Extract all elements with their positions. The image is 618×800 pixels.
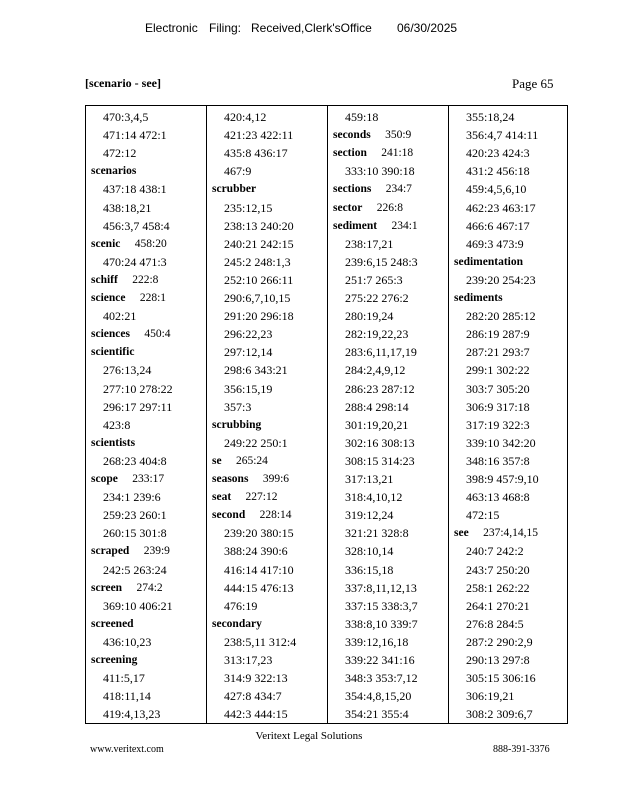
- index-term: [212, 416, 325, 434]
- index-reference: 317:19 322:3: [466, 417, 530, 432]
- index-term-label: second: [212, 509, 246, 522]
- index-term-label: seasons: [212, 473, 249, 485]
- index-reference: 356:4,7 414:11: [466, 128, 539, 143]
- index-reference: 357:3: [224, 399, 252, 414]
- index-column-1: [86, 106, 206, 723]
- index-term: [91, 162, 204, 180]
- index-term-label: sediment: [333, 219, 378, 232]
- index-term: [91, 615, 204, 633]
- index-term: [91, 235, 204, 253]
- index-reference: 299:1 302:22: [466, 363, 530, 378]
- index-term: [91, 579, 204, 597]
- index-column-2: [206, 106, 327, 723]
- index-reference: 277:10 278:22: [103, 381, 173, 396]
- index-reference: 282:19,22,23: [345, 327, 409, 342]
- index-term: [212, 470, 325, 488]
- filing-received: Received,Clerk'sOffice: [251, 21, 372, 35]
- index-reference: 318:4,10,12: [345, 490, 403, 505]
- index-reference: 234:1 239:6: [103, 490, 161, 505]
- index-term-label: scientific: [91, 346, 135, 359]
- index-term-reference: 228:1: [139, 292, 167, 304]
- index-term-label: sector: [333, 201, 363, 214]
- index-term: [454, 253, 566, 271]
- index-reference: 306:19,21: [466, 689, 515, 704]
- index-term: [333, 199, 446, 217]
- index-reference: 308:15 314:23: [345, 453, 415, 468]
- index-reference: 260:15 301:8: [103, 526, 167, 541]
- index-term-reference: 241:18: [381, 147, 414, 160]
- index-reference: 398:9 457:9,10: [466, 472, 539, 486]
- index-reference: 463:13 468:8: [466, 490, 530, 505]
- index-reference: 286:23 287:12: [345, 381, 415, 396]
- index-reference: 336:15,18: [345, 562, 394, 577]
- index-term: [212, 180, 325, 198]
- index-term-label: screened: [91, 617, 134, 630]
- index-term: [91, 470, 204, 488]
- index-term-reference: 458:20: [134, 237, 167, 250]
- index-term: [212, 452, 325, 470]
- index-term: [91, 325, 204, 343]
- index-reference: 411:5,17: [103, 671, 145, 686]
- filing-label: Filing:: [209, 21, 242, 35]
- index-reference: 476:19: [224, 598, 258, 613]
- filing-electronic: Electronic: [145, 21, 198, 35]
- index-reference: 242:5 263:24: [103, 562, 167, 577]
- index-term: [333, 180, 446, 198]
- index-reference: 466:6 467:17: [466, 218, 530, 233]
- index-term-label: sediments: [454, 292, 503, 304]
- index-term: [333, 126, 446, 144]
- index-reference: 298:6 343:21: [224, 363, 288, 378]
- index-term-reference: 237:4,14,15: [483, 527, 539, 540]
- index-reference: 419:4,13,23: [103, 707, 161, 722]
- index-reference: 258:1 262:22: [466, 580, 530, 595]
- index-reference: 282:20 285:12: [466, 309, 536, 324]
- index-term-reference: 239:9: [143, 545, 170, 558]
- index-reference: 303:7 305:20: [466, 381, 530, 396]
- index-range: [scenario - see]: [85, 76, 161, 90]
- index-reference: 470:24 471:3: [103, 254, 167, 269]
- index-term-label: seconds: [333, 129, 371, 142]
- index-reference: 276:8 284:5: [466, 616, 524, 631]
- index-reference: 469:3 473:9: [466, 236, 524, 251]
- index-reference: 284:2,4,9,12: [345, 363, 406, 378]
- filing-date: 06/30/2025: [397, 21, 458, 35]
- index-term-reference: 265:24: [235, 454, 268, 467]
- index-reference: 283:6,11,17,19: [345, 345, 417, 360]
- index-reference: 471:14 472:1: [103, 128, 167, 143]
- index-term-reference: 350:9: [385, 129, 412, 142]
- index-term: [212, 488, 325, 506]
- index-term-label: scientists: [91, 436, 136, 449]
- index-reference: 435:8 436:17: [224, 146, 288, 161]
- index-reference: 321:21 328:8: [345, 526, 409, 541]
- index-reference: 290:13 297:8: [466, 653, 530, 667]
- word-index-table: [85, 105, 568, 724]
- index-term-label: sections: [333, 183, 372, 196]
- index-reference: 369:10 406:21: [103, 598, 173, 613]
- index-reference: 305:15 306:16: [466, 671, 536, 686]
- index-reference: 317:13,21: [345, 472, 394, 486]
- index-reference: 328:10,14: [345, 544, 394, 559]
- index-reference: 333:10 390:18: [345, 164, 415, 179]
- index-reference: 252:10 266:11: [224, 272, 294, 287]
- index-reference: 431:2 456:18: [466, 164, 530, 179]
- index-reference: 339:12,16,18: [345, 634, 409, 649]
- index-reference: 301:19,20,21: [345, 417, 409, 432]
- index-term-label: seat: [212, 491, 232, 504]
- index-reference: 243:7 250:20: [466, 562, 530, 577]
- index-reference: 337:8,11,12,13: [345, 580, 417, 595]
- index-term-label: scope: [91, 473, 118, 485]
- index-term-label: se: [212, 454, 222, 467]
- index-reference: 239:6,15 248:3: [345, 254, 418, 269]
- index-reference: 427:8 434:7: [224, 689, 282, 704]
- index-reference: 423:8: [103, 417, 131, 432]
- index-term-reference: 222:8: [132, 273, 159, 286]
- index-reference: 355:18,24: [466, 110, 515, 124]
- index-reference: 286:19 287:9: [466, 327, 530, 342]
- index-reference: 238:5,11 312:4: [224, 634, 297, 649]
- index-reference: 287:2 290:2,9: [466, 634, 533, 649]
- index-reference: 420:23 424:3: [466, 146, 530, 161]
- index-reference: 276:13,24: [103, 363, 152, 378]
- index-reference: 421:23 422:11: [224, 128, 294, 143]
- index-reference: 338:8,10 339:7: [345, 616, 418, 631]
- index-reference: 418:11,14: [103, 689, 151, 704]
- index-term-reference: 450:4: [144, 328, 171, 341]
- index-term-label: scenic: [91, 237, 121, 250]
- index-column-4: [448, 106, 568, 723]
- index-reference: 420:4,12: [224, 110, 267, 124]
- footer-company: Veritext Legal Solutions: [255, 730, 363, 742]
- footer-phone: 888-391-3376: [493, 744, 550, 755]
- index-reference: 238:13 240:20: [224, 218, 294, 233]
- index-term-label: screen: [91, 581, 123, 594]
- index-term: [454, 524, 566, 542]
- index-term: [91, 542, 204, 560]
- index-reference: 313:17,23: [224, 653, 273, 667]
- index-reference: 287:21 293:7: [466, 345, 530, 360]
- index-reference: 436:10,23: [103, 634, 152, 649]
- index-reference: 339:22 341:16: [345, 653, 415, 667]
- index-reference: 348:16 357:8: [466, 453, 530, 468]
- index-reference: 245:2 248:1,3: [224, 254, 291, 269]
- index-term: [91, 651, 204, 669]
- index-reference: 467:9: [224, 164, 252, 179]
- index-term-reference: 234:7: [385, 183, 412, 196]
- index-reference: 264:1 270:21: [466, 598, 530, 613]
- index-reference: 438:18,21: [103, 200, 152, 215]
- index-reference: 314:9 322:13: [224, 671, 288, 686]
- index-term-reference: 226:8: [376, 201, 403, 214]
- index-term: [91, 289, 204, 307]
- index-reference: 388:24 390:6: [224, 544, 288, 559]
- index-term: [454, 289, 566, 307]
- index-term: [212, 615, 325, 633]
- index-term: [91, 271, 204, 289]
- index-reference: 444:15 476:13: [224, 580, 294, 595]
- index-term-label: sciences: [91, 328, 130, 341]
- index-reference: 235:12,15: [224, 200, 273, 215]
- index-reference: 288:4 298:14: [345, 399, 409, 414]
- index-reference: 240:21 242:15: [224, 236, 294, 251]
- index-reference: 337:15 338:3,7: [345, 598, 418, 613]
- index-term-reference: 233:17: [132, 473, 165, 485]
- index-reference: 319:12,24: [345, 508, 394, 523]
- index-reference: 306:9 317:18: [466, 399, 530, 414]
- index-reference: 238:17,21: [345, 236, 394, 251]
- index-term-label: scenarios: [91, 165, 137, 178]
- index-term: [91, 343, 204, 361]
- index-reference: 280:19,24: [345, 309, 394, 324]
- index-reference: 268:23 404:8: [103, 453, 167, 468]
- index-reference: 239:20 254:23: [466, 272, 536, 287]
- index-reference: 472:12: [103, 146, 137, 161]
- index-term: [91, 434, 204, 452]
- index-reference: 354:21 355:4: [345, 707, 409, 722]
- electronic-filing-header: [0, 21, 618, 37]
- index-reference: 470:3,4,5: [103, 110, 149, 124]
- index-reference: 302:16 308:13: [345, 435, 415, 450]
- index-term-label: schiff: [91, 273, 118, 286]
- index-term-label: see: [454, 527, 469, 540]
- index-term: [212, 506, 325, 524]
- index-reference: 297:12,14: [224, 345, 273, 360]
- index-term-reference: 227:12: [245, 491, 278, 504]
- index-term: [333, 217, 446, 235]
- index-reference: 472:15: [466, 508, 500, 523]
- index-reference: 437:18 438:1: [103, 182, 167, 197]
- index-term-reference: 234:1: [391, 219, 418, 232]
- index-reference: 296:17 297:11: [103, 399, 173, 414]
- index-term-label: science: [91, 292, 126, 304]
- index-reference: 249:22 250:1: [224, 435, 288, 450]
- index-term: [333, 144, 446, 162]
- index-term-label: screening: [91, 654, 138, 666]
- index-reference: 442:3 444:15: [224, 707, 288, 722]
- page-number: Page 65: [512, 76, 554, 91]
- index-reference: 356:15,19: [224, 381, 273, 396]
- index-reference: 348:3 353:7,12: [345, 671, 418, 686]
- index-term-label: secondary: [212, 617, 262, 630]
- index-reference: 240:7 242:2: [466, 544, 524, 559]
- index-reference: 308:2 309:6,7: [466, 707, 533, 722]
- index-reference: 462:23 463:17: [466, 200, 536, 215]
- index-term-label: scrubbing: [212, 418, 262, 431]
- index-reference: 459:4,5,6,10: [466, 182, 527, 197]
- index-reference: 259:23 260:1: [103, 508, 167, 523]
- index-term-reference: 399:6: [262, 473, 290, 485]
- index-reference: 459:18: [345, 110, 379, 124]
- index-reference: 251:7 265:3: [345, 272, 403, 287]
- index-reference: 456:3,7 458:4: [103, 218, 170, 233]
- index-column-3: [327, 106, 448, 723]
- index-term-label: scrubber: [212, 183, 257, 196]
- index-term-label: section: [333, 147, 367, 160]
- index-term-reference: 274:2: [136, 581, 163, 594]
- index-reference: 275:22 276:2: [345, 291, 409, 305]
- index-term-label: scraped: [91, 545, 130, 558]
- index-reference: 416:14 417:10: [224, 562, 294, 577]
- index-term-reference: 228:14: [259, 509, 292, 522]
- index-term-label: sedimentation: [454, 255, 523, 268]
- index-reference: 402:21: [103, 309, 137, 324]
- index-reference: 339:10 342:20: [466, 435, 536, 450]
- footer-website: www.veritext.com: [90, 744, 164, 755]
- index-reference: 239:20 380:15: [224, 526, 294, 541]
- index-reference: 291:20 296:18: [224, 309, 294, 324]
- index-reference: 290:6,7,10,15: [224, 291, 291, 305]
- index-reference: 354:4,8,15,20: [345, 689, 412, 704]
- index-reference: 296:22,23: [224, 327, 273, 342]
